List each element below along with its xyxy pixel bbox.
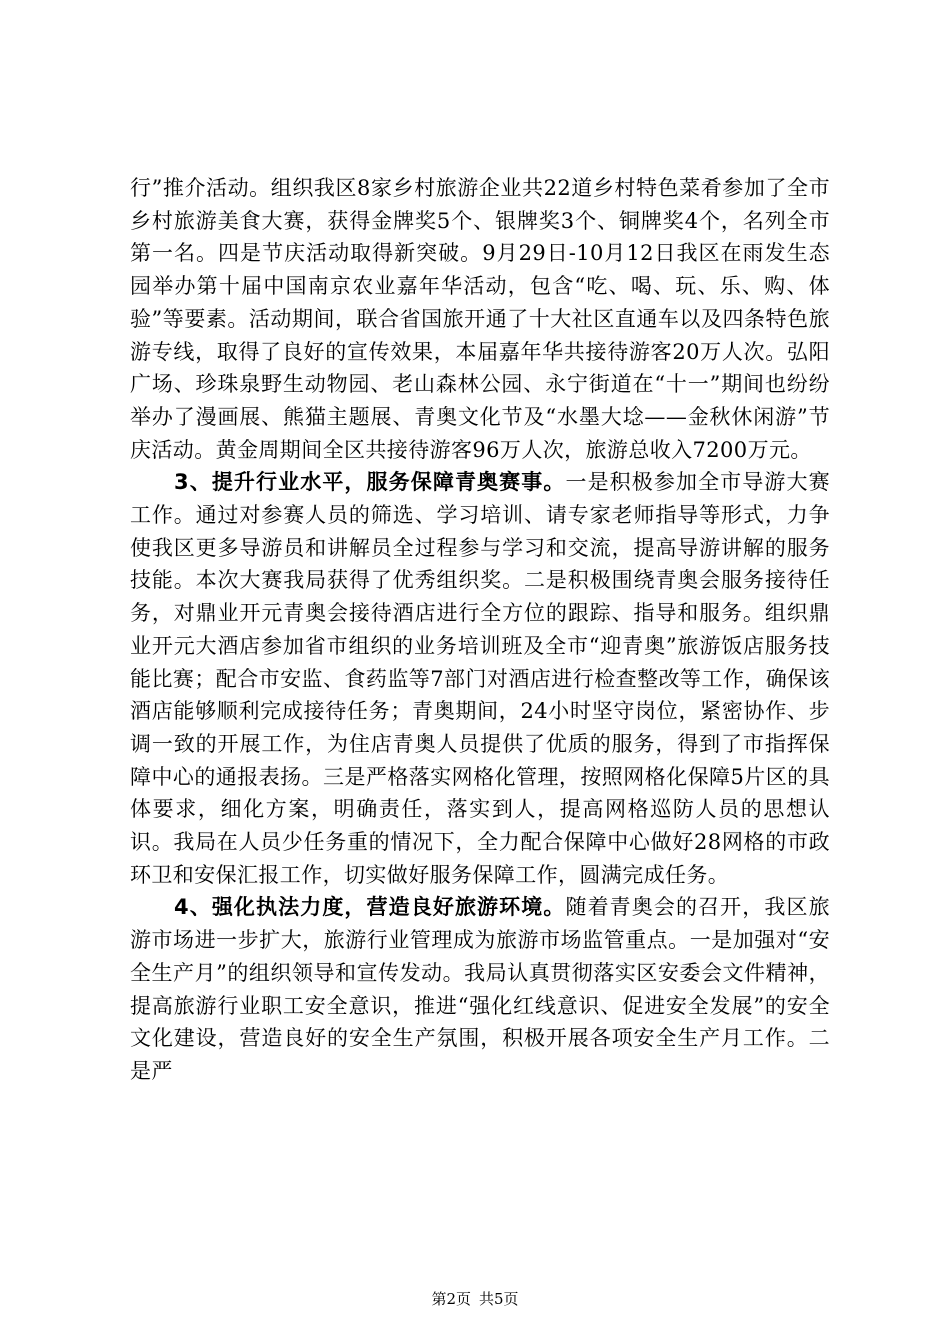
- page-total: 共5页: [479, 1290, 519, 1308]
- paragraph-1-text: 行”推介活动。组织我区8家乡村旅游企业共22道乡村特色菜肴参加了全市乡村旅游美食大赛，获得金牌奖5个、银牌奖3个、铜牌奖4个，名列全市第一名。四是节庆活动取得新突破。9月29日-10月12日我区在雨发生态园举办第十届中国南京农业嘉年华活动，包含“吃、喝、玩、乐、购、体验”等要素。活动期间，联合省国旅开通了十大社区直通车以及四条特色旅游专线，取得了良好的宣传效果，本届嘉年华共接待游客20万人次。弘阳广场、珍珠泉野生动物园、老山森林公园、永宁街道在“十一”期间也纷纷举办了漫画展、熊猫主题展、青奥文化节及“水墨大埝——金秋休闲游”节庆活动。黄金周期间全区共接待游客96万人次，旅游总收入7200万元。: [130, 176, 830, 462]
- paragraph-1: [130, 172, 830, 466]
- paragraph-3: [130, 891, 830, 1087]
- paragraph-2: [130, 466, 830, 891]
- section-heading-4: 4、强化执法力度，营造良好旅游环境。: [174, 895, 566, 920]
- page-number: 第2页: [431, 1290, 471, 1308]
- document-body: [130, 172, 830, 1088]
- paragraph-3-text: 随着青奥会的召开，我区旅游市场进一步扩大，旅游行业管理成为旅游市场监管重点。一是加强对“安全生产月”的组织领导和宣传发动。我局认真贯彻落实区安委会文件精神，提高旅游行业职工安全意识，推进“强化红线意识、促进安全发展”的安全文化建设，营造良好的安全生产氛围，积极开展各项安全生产月工作。二是严: [130, 895, 830, 1083]
- paragraph-2-text: 一是积极参加全市导游大赛工作。通过对参赛人员的筛选、学习培训、请专家老师指导等形式，力争使我区更多导游员和讲解员全过程参与学习和交流，提高导游讲解的服务技能。本次大赛我局获得了优秀组织奖。二是积极围绕青奥会服务接待任务，对鼎业开元青奥会接待酒店进行全方位的跟踪、指导和服务。组织鼎业开元大酒店参加省市组织的业务培训班及全市“迎青奥”旅游饭店服务技能比赛；配合市安监、食药监等7部门对酒店进行检查整改等工作，确保该酒店能够顺利完成接待任务；青奥期间，24小时坚守岗位，紧密协作、步调一致的开展工作，为住店青奥人员提供了优质的服务，得到了市指挥保障中心的通报表扬。三是严格落实网格化管理，按照网格化保障5片区的具体要求，细化方案，明确责任，落实到人，提高网格巡防人员的思想认识。我局在人员少任务重的情况下，全力配合保障中心做好28网格的市政环卫和安保汇报工作，切实做好服务保障工作，圆满完成任务。: [130, 470, 830, 887]
- section-heading-3: 3、提升行业水平，服务保障青奥赛事。: [174, 470, 566, 495]
- page-footer: [0, 1288, 950, 1309]
